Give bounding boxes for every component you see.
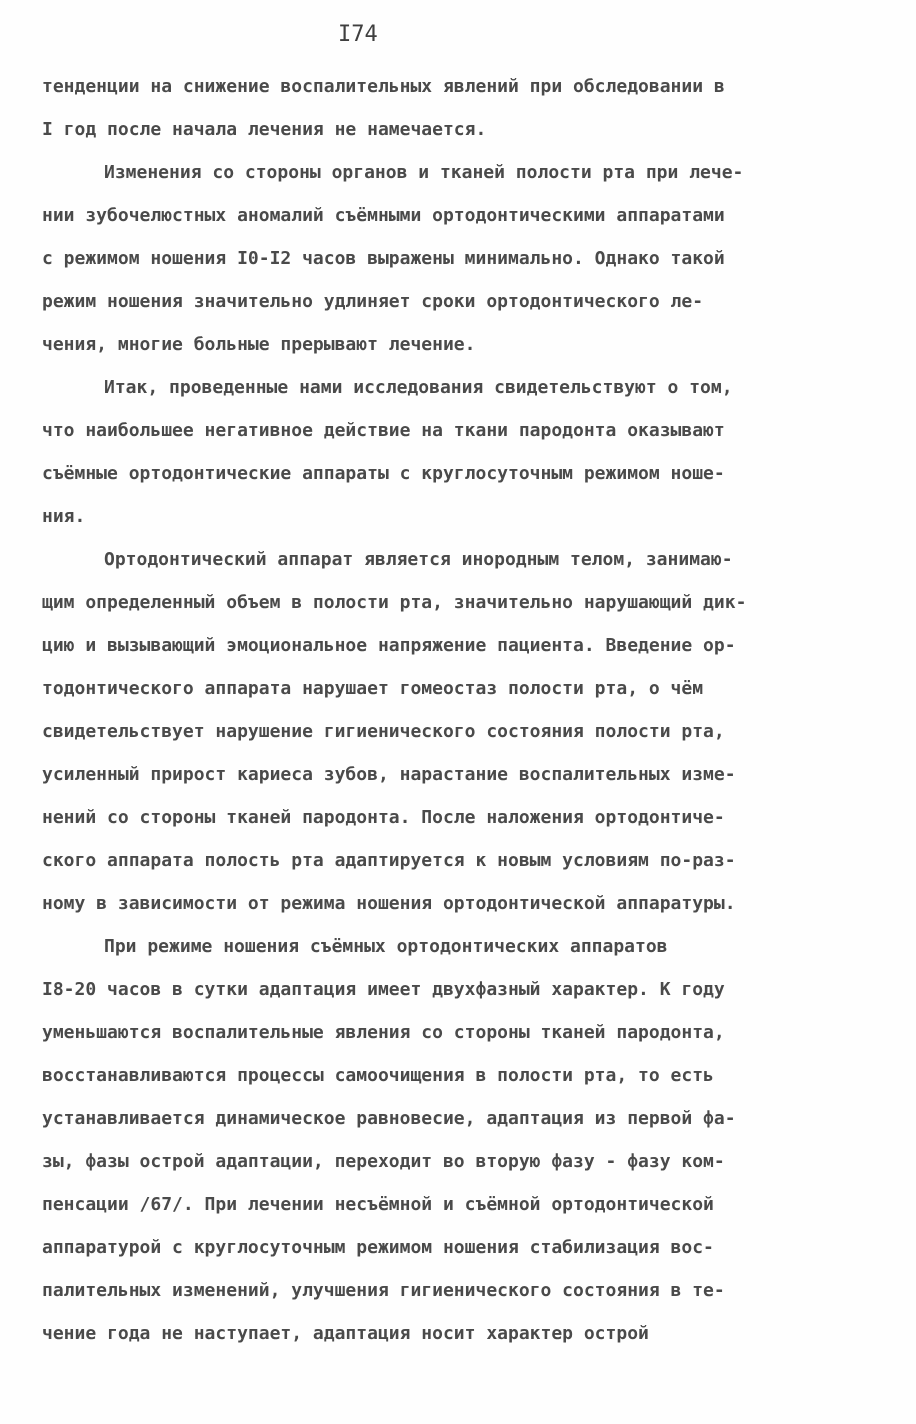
text-line: устанавливается динамическое равновесие, адаптация из первой фа- xyxy=(42,1108,736,1129)
text-line: ния. xyxy=(42,506,86,527)
text-line: цию и вызывающий эмоциональное напряжение пациента. Введение ор- xyxy=(42,635,736,656)
text-line: Ортодонтический аппарат является инородным телом, занимаю- xyxy=(104,549,733,570)
text-line: Итак, проведенные нами исследования свидетельствуют о том, xyxy=(104,377,733,398)
text-line: пенсации /67/. При лечении несъёмной и съёмной ортодонтической xyxy=(42,1194,714,1215)
text-line: I год после начала лечения не намечается. xyxy=(42,119,487,140)
text-line: нений со стороны тканей пародонта. После наложения ортодонтиче- xyxy=(42,807,725,828)
text-line: ному в зависимости от режима ношения ортодонтической аппаратуры. xyxy=(42,893,736,914)
text-line: что наибольшее негативное действие на ткани пародонта оказывают xyxy=(42,420,725,441)
text-line: Изменения со стороны органов и тканей полости рта при лече- xyxy=(104,162,744,183)
text-line: режим ношения значительно удлиняет сроки ортодонтического ле- xyxy=(42,291,704,312)
text-line: щим определенный объем в полости рта, значительно нарушающий дик- xyxy=(42,592,747,613)
text-line: При режиме ношения съёмных ортодонтических аппаратов xyxy=(104,936,668,957)
text-line: зы, фазы острой адаптации, переходит во вторую фазу - фазу ком- xyxy=(42,1151,725,1172)
text-line: свидетельствует нарушение гигиенического состояния полости рта, xyxy=(42,721,725,742)
text-line: ского аппарата полость рта адаптируется к новым условиям по-раз- xyxy=(42,850,736,871)
text-line: с режимом ношения I0-I2 часов выражены минимально. Однако такой xyxy=(42,248,725,269)
text-line: палительных изменений, улучшения гигиенического состояния в те- xyxy=(42,1280,725,1301)
text-line: усиленный прирост кариеса зубов, нарастание воспалительных изме- xyxy=(42,764,736,785)
text-line: чение года не наступает, адаптация носит характер острой xyxy=(42,1323,649,1344)
text-line: восстанавливаются процессы самоочищения в полости рта, то есть xyxy=(42,1065,714,1086)
text-line: тенденции на снижение воспалительных явлений при обследовании в xyxy=(42,76,725,97)
text-line: I8-20 часов в сутки адаптация имеет двухфазный характер. К году xyxy=(42,979,725,1000)
text-line: уменьшаются воспалительные явления со стороны тканей пародонта, xyxy=(42,1022,725,1043)
text-line: нии зубочелюстных аномалий съёмными ортодонтическими аппаратами xyxy=(42,205,725,226)
page-number: I74 xyxy=(338,22,378,47)
text-line: съёмные ортодонтические аппараты с круглосуточным режимом ноше- xyxy=(42,463,725,484)
text-line: тодонтического аппарата нарушает гомеостаз полости рта, о чём xyxy=(42,678,704,699)
text-line: аппаратурой с круглосуточным режимом ношения стабилизация вос- xyxy=(42,1237,714,1258)
text-line: чения, многие больные прерывают лечение. xyxy=(42,334,476,355)
